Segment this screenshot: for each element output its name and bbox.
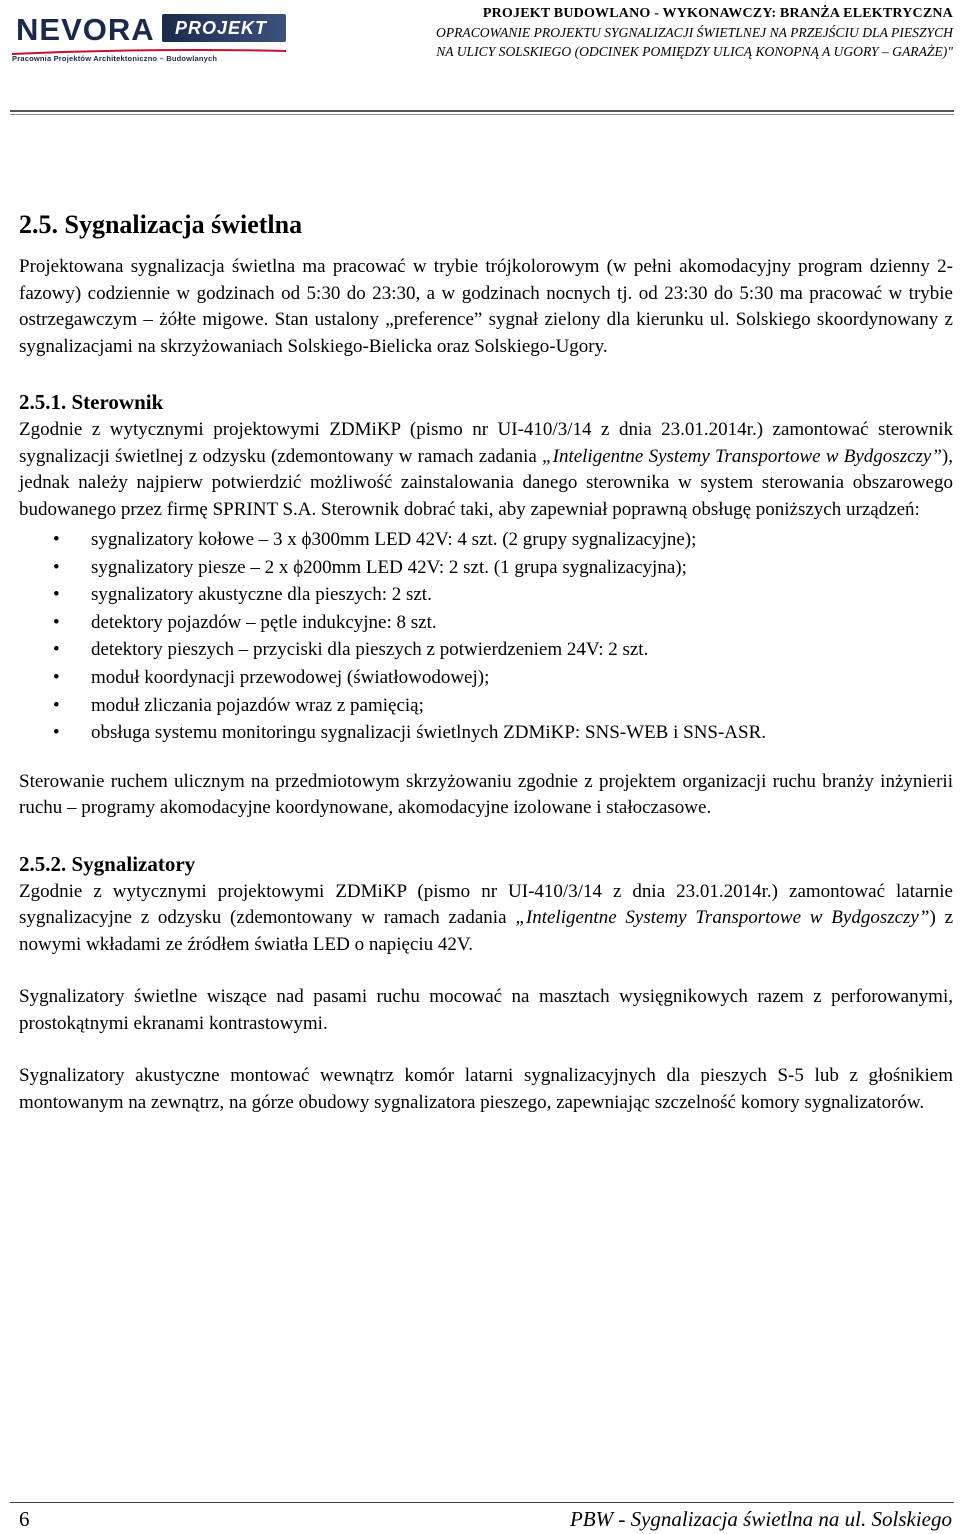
sygnalizatory-p1-italic: „Inteligentne Systemy Transportowe w Bydgoszczy” xyxy=(515,907,930,929)
sterownik-paragraph-2: Sterowanie ruchem ulicznym na przedmiotowym skrzyżowaniu zgodnie z projektem organizacji ruchu branży inżynierii ruchu – programy akomodacyjne koordynowane, akomodacyjne izolowane i stałoczasowe. xyxy=(19,770,953,819)
header-project-title: OPRACOWANIE PROJEKTU SYGNALIZACJI ŚWIETLNEJ NA PRZEJŚCIU DLA PIESZYCH xyxy=(436,25,953,40)
sygnalizatory-paragraph-2: Sygnalizatory świetlne wiszące nad pasami ruchu mocować na masztach wysięgnikowych razem z perforowanymi, prostokątnymi ekranami kontrastowymi. xyxy=(19,986,953,1034)
header-project-info xyxy=(436,4,953,61)
list-item: • sygnalizatory akustyczne dla pieszych: 2 szt. xyxy=(19,581,953,609)
logo-sub: PROJEKT xyxy=(175,18,268,38)
document-body xyxy=(19,205,953,1116)
logo-name: NEVORA xyxy=(16,12,155,47)
logo-wordmark xyxy=(10,8,288,52)
list-item: • obsługa systemu monitoringu sygnalizacji świetlnych ZDMiKP: SNS-WEB i SNS-ASR. xyxy=(19,719,953,747)
list-item: • sygnalizatory kołowe – 3 x ϕ300mm LED 42V: 4 szt. (2 grupy sygnalizacyjne); xyxy=(19,526,953,554)
subsection-title-sygnalizatory: 2.5.2. Sygnalizatory xyxy=(19,851,196,876)
sterownik-p1-italic: „Inteligentne Systemy Transportowe w Bydgoszczy” xyxy=(542,445,942,467)
list-item: • detektory pojazdów – pętle indukcyjne: 8 szt. xyxy=(19,609,953,637)
section-intro: Projektowana sygnalizacja świetlna ma pracować w trybie trójkolorowym (w pełni akomodacyjny program dzienny 2-fazowy) codziennie w godzinach od 5:30 do 23:30, a w godzinach nocnych tj. od 23:30 do 5:30 ma pracować w trybie ostrzegawczym – żółte migowe. Stan ustalony „preference” sygnał zielony dla kierunku ul. Solskiego skoordynowany z sygnalizacjami na skrzyżowaniach Solskiego-Bielicka oraz Solskiego-Ugory. xyxy=(19,256,953,357)
sygnalizatory-p1-end: ) z nowymi wkładami ze źródłem światła LED o napięciu 42V. xyxy=(19,907,953,955)
list-item: • moduł zliczania pojazdów wraz z pamięcią; xyxy=(19,692,953,720)
header-project-type: PROJEKT BUDOWLANO - WYKONAWCZY: BRANŻA ELEKTRYCZNA xyxy=(482,6,953,21)
page-number: 6 xyxy=(19,1507,30,1531)
logo-tagline: Pracownia Projektów Architektoniczno – Budowlanych xyxy=(12,54,218,63)
sterownik-p1-start: Zgodnie z wytycznymi projektowymi ZDMiKP (pismo nr UI-410/3/14 z dnia 23.01.2014r.) zamontować sterownik sygnalizacji świetlnej z odzysku (zdemontowany w ramach zadania xyxy=(19,419,953,467)
footer-document-title: PBW - Sygnalizacja świetlna na ul. Solskiego xyxy=(569,1507,952,1531)
list-item: • detektory pieszych – przyciski dla pieszych z potwierdzeniem 24V: 2 szt. xyxy=(19,636,953,664)
sterownik-p1-end: ), jednak należy najpierw potwierdzić możliwość zainstalowania danego sterownika w system sterowania obszarowego budowanego przez firmę SPRINT S.A. Sterownik dobrać taki, aby zapewniał poprawną obsługę poniższych urządzeń: xyxy=(19,445,953,520)
sygnalizatory-paragraph-1 xyxy=(19,879,953,959)
list-item: • sygnalizatory piesze – 2 x ϕ200mm LED 42V: 2 szt. (1 grupa sygnalizacyjna); xyxy=(19,554,953,582)
list-item: • moduł koordynacji przewodowej (światłowodowej); xyxy=(19,664,953,692)
header-divider xyxy=(10,110,954,112)
page-header xyxy=(0,0,960,110)
company-logo xyxy=(10,8,288,70)
subsection-title-sterownik: 2.5.1. Sterownik xyxy=(19,390,164,414)
sygnalizatory-paragraph-3: Sygnalizatory akustyczne montować wewnątrz komór latarni sygnalizacyjnych dla pieszych S-5 lub z głośnikiem montowanym na zewnątrz, na górze obudowy sygnalizatora pieszego, zapewniając szczelność komory sygnalizatorów. xyxy=(19,1065,953,1113)
header-divider-thin xyxy=(10,114,954,115)
footer-divider xyxy=(10,1502,954,1503)
device-list xyxy=(19,526,953,747)
section-title: 2.5. Sygnalizacja świetlna xyxy=(19,210,303,239)
sygnalizatory-p1-start: Zgodnie z wytycznymi projektowymi ZDMiKP (pismo nr UI-410/3/14 z dnia 23.01.2014r.) zamontować latarnie sygnalizacyjne z odzysku (zdemontowany w ramach zadania xyxy=(19,880,953,929)
sterownik-paragraph-1 xyxy=(19,417,953,523)
header-project-location: NA ULICY SOLSKIEGO (ODCINEK POMIĘDZY ULICĄ KONOPNĄ A UGORY – GARAŻE)" xyxy=(436,44,953,59)
